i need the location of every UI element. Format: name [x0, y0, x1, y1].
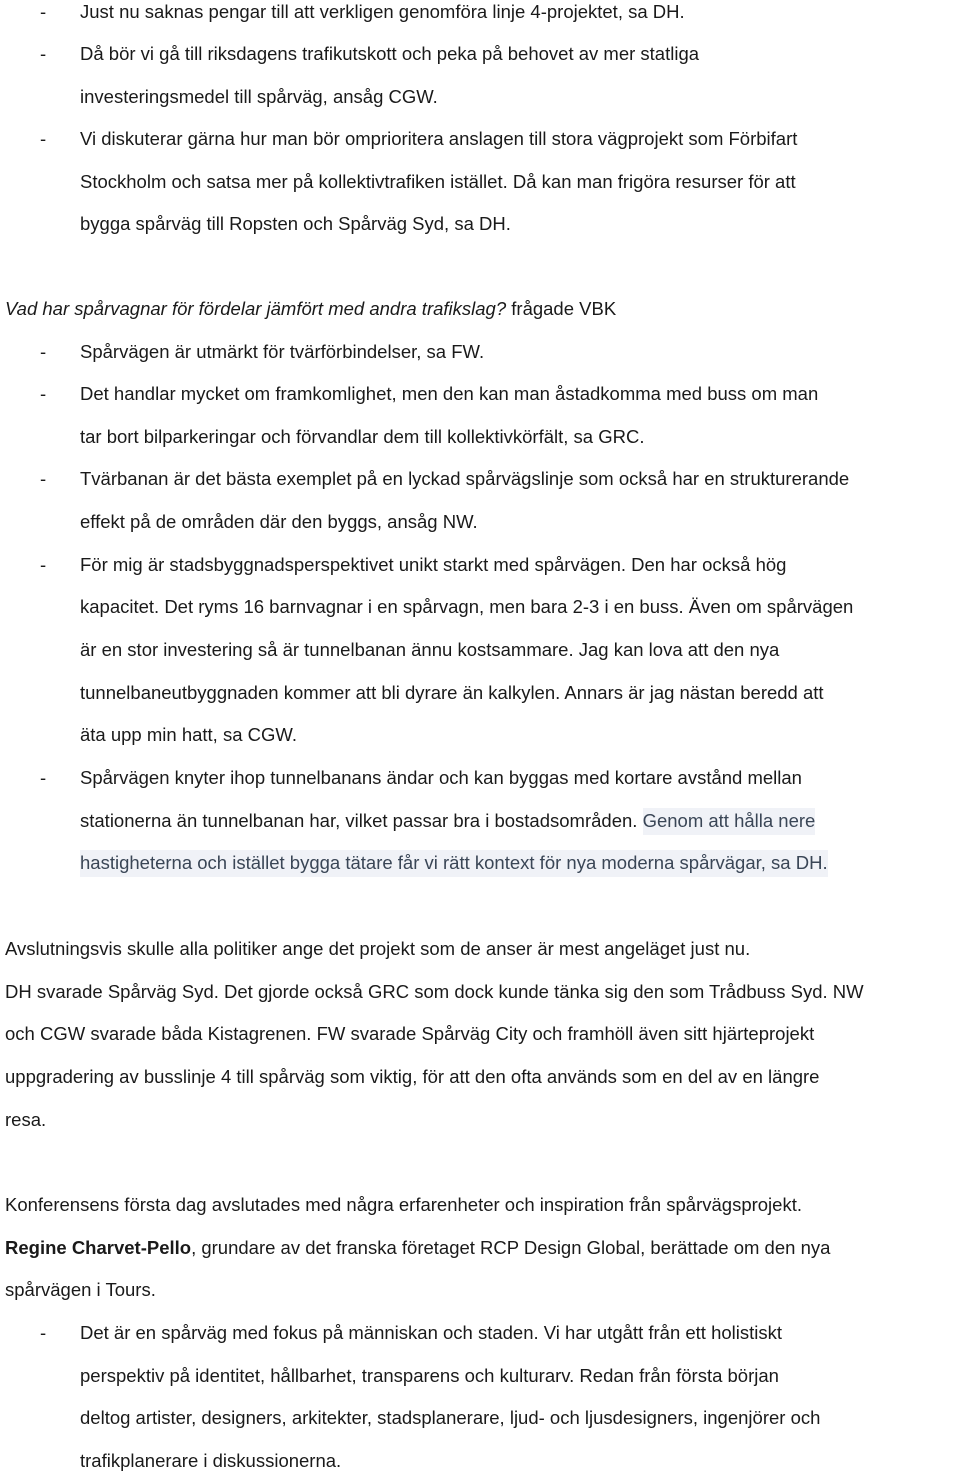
text-line: effekt på de områden där den byggs, ansåg NW. — [80, 511, 478, 532]
text-line: Spårvägen är utmärkt för tvärförbindelser, sa FW. — [80, 341, 485, 362]
text-line: äta upp min hatt, sa CGW. — [80, 724, 297, 745]
text-line: Just nu saknas pengar till att verkligen genomföra linje 4-projektet, sa DH. — [80, 1, 685, 22]
text-line: Stockholm och satsa mer på kollektivtrafiken istället. Då kan man frigöra resurser för att — [80, 171, 796, 192]
bullet-dash: - — [40, 468, 47, 489]
bullet-dash: - — [40, 43, 47, 64]
highlighted-text: hastigheterna och istället bygga tätare får vi rätt kontext för nya moderna spårvägar, sa DH. — [80, 850, 828, 877]
bullet-dash: - — [40, 341, 47, 362]
text-line — [80, 852, 828, 874]
paragraph-line: spårvägen i Tours. — [5, 1279, 156, 1300]
text-line: är en stor investering så är tunnelbanan ännu kostsammare. Jag kan lova att den nya — [80, 639, 780, 660]
speaker-name: Regine Charvet-Pello — [5, 1237, 192, 1258]
text-line: tar bort bilparkeringar och förvandlar dem till kollektivkörfält, sa GRC. — [80, 426, 645, 447]
bullet-dash: - — [40, 128, 47, 149]
bullet-dash: - — [40, 767, 47, 788]
text-line: För mig är stadsbyggnadsperspektivet unikt starkt med spårvägen. Den har också hög — [80, 554, 787, 575]
bullet-dash: - — [40, 383, 47, 404]
text-line: bygga spårväg till Ropsten och Spårväg Syd, sa DH. — [80, 213, 511, 234]
text-plain: stationerna än tunnelbanan har, vilket passar bra i bostadsområden. — [80, 810, 643, 831]
paragraph-line: och CGW svarade båda Kistagrenen. FW svarade Spårväg City och framhöll även sitt hjärteprojekt — [5, 1023, 815, 1044]
bullet-dash: - — [40, 554, 47, 575]
text-line: kapacitet. Det ryms 16 barnvagnar i en spårvagn, men bara 2-3 i en buss. Även om spårvägen — [80, 596, 854, 617]
bullet-dash: - — [40, 1322, 47, 1343]
text-line: investeringsmedel till spårväg, ansåg CGW. — [80, 86, 438, 107]
paragraph-line: Konferensens första dag avslutades med några erfarenheter och inspiration från spårvägsprojekt. — [5, 1194, 802, 1215]
text-line — [80, 810, 815, 832]
paragraph-line: DH svarade Spårväg Syd. Det gjorde också GRC som dock kunde tänka sig den som Trådbuss Syd. NW — [5, 981, 864, 1002]
text-plain: , grundare av det franska företaget RCP Design Global, berättade om den nya — [191, 1237, 831, 1258]
text-line: Det är en spårväg med fokus på människan och staden. Vi har utgått från ett holistiskt — [80, 1322, 783, 1343]
question-suffix: frågade VBK — [506, 298, 617, 319]
bullet-dash: - — [40, 1, 47, 22]
text-line: deltog artister, designers, arkitekter, stadsplanerare, ljud- och ljusdesigners, ingenjörer och — [80, 1407, 821, 1428]
text-line: Då bör vi gå till riksdagens trafikutskott och peka på behovet av mer statliga — [80, 43, 700, 64]
text-line: perspektiv på identitet, hållbarhet, transparens och kulturarv. Redan från första början — [80, 1365, 779, 1386]
paragraph-line: Avslutningsvis skulle alla politiker ange det projekt som de anser är mest angeläget just nu. — [5, 938, 751, 959]
text-line: tunnelbaneutbyggnaden kommer att bli dyrare än kalkylen. Annars är jag nästan beredd att — [80, 682, 824, 703]
question-line — [5, 298, 616, 320]
paragraph-line: uppgradering av busslinje 4 till spårväg som viktig, för att den ofta används som en del av en längre — [5, 1066, 820, 1087]
text-line: Tvärbanan är det bästa exemplet på en lyckad spårvägslinje som också har en strukturerande — [80, 468, 850, 489]
text-line: Det handlar mycket om framkomlighet, men den kan man åstadkomma med buss om man — [80, 383, 819, 404]
highlighted-text: Genom att hålla nere — [643, 808, 816, 835]
text-line: Vi diskuterar gärna hur man bör omprioritera anslagen till stora vägprojekt som Förbifart — [80, 128, 798, 149]
paragraph-line — [5, 1237, 830, 1259]
paragraph-line: resa. — [5, 1109, 47, 1130]
question-italic: Vad har spårvagnar för fördelar jämfört med andra trafikslag? — [5, 298, 507, 319]
text-line: trafikplanerare i diskussionerna. — [80, 1450, 342, 1471]
text-line: Spårvägen knyter ihop tunnelbanans ändar och kan byggas med kortare avstånd mellan — [80, 767, 802, 788]
